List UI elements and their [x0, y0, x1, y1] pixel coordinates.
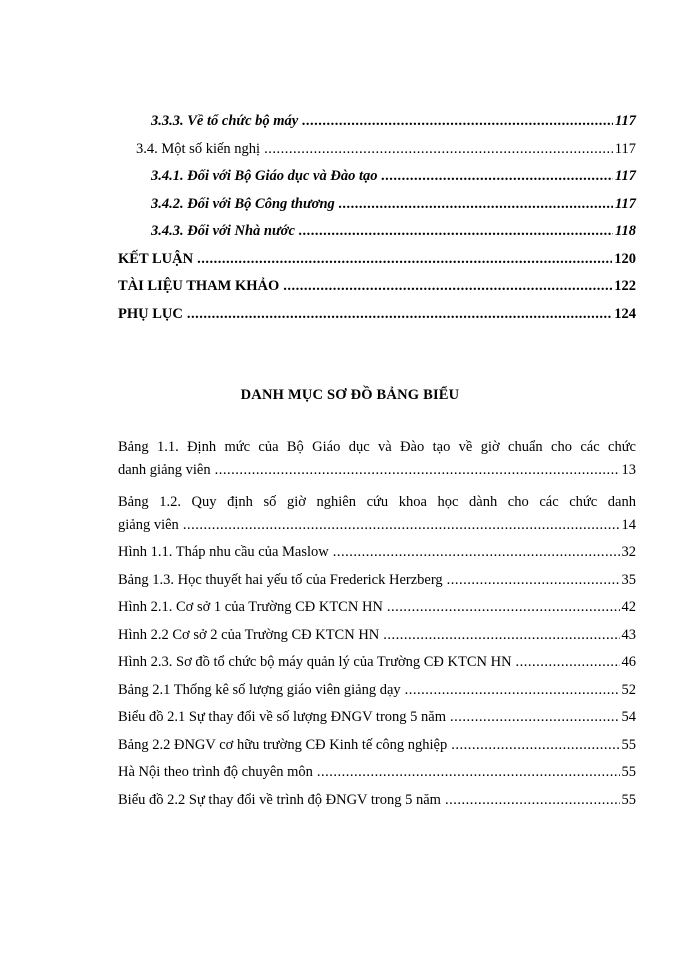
toc-entry-label: 3.4. Một số kiến nghị	[136, 140, 261, 157]
toc-entry-page: 117	[614, 140, 636, 157]
toc-entry-3-4-1[interactable]	[118, 168, 636, 196]
lof-entry[interactable]	[118, 572, 636, 600]
leader-dots	[451, 737, 619, 754]
lof-entry[interactable]	[118, 517, 636, 545]
leader-dots	[264, 141, 613, 158]
leader-dots	[187, 306, 612, 323]
lof-entry[interactable]	[118, 627, 636, 655]
lof-entry-page: 43	[621, 626, 636, 643]
leader-dots	[333, 544, 620, 561]
toc-entry-page: 118	[615, 223, 636, 239]
leader-dots	[215, 462, 620, 479]
leader-dots	[447, 572, 620, 589]
lof-entry-label: danh giảng viên	[118, 461, 211, 478]
lof-entry-label: Bảng 1.3. Học thuyết hai yếu tố của Frederick Herzberg	[118, 571, 443, 588]
lof-entry-page: 54	[621, 709, 636, 725]
leader-dots	[450, 709, 619, 726]
leader-dots	[283, 278, 612, 295]
toc-entry-phu-luc[interactable]	[118, 306, 636, 334]
lof-entry-page: 35	[621, 571, 636, 588]
toc-entry-3-4-3[interactable]	[118, 223, 636, 251]
toc-entry-page: 117	[615, 113, 636, 129]
lof-entry-page: 52	[621, 681, 636, 698]
toc-entry-label: KẾT LUẬN	[118, 250, 194, 267]
leader-dots	[302, 113, 613, 130]
lof-entry-page: 55	[621, 736, 636, 753]
leader-dots	[387, 599, 620, 616]
list-of-figures	[118, 434, 636, 819]
lof-entry[interactable]	[118, 737, 636, 765]
lof-entry-label: Bảng 2.2 ĐNGV cơ hữu trường CĐ Kinh tế công nghiệp	[118, 736, 448, 753]
toc-entry-label: TÀI LIỆU THAM KHẢO	[118, 278, 280, 294]
leader-dots	[339, 196, 613, 213]
toc-entry-page: 124	[614, 305, 636, 322]
lof-entry-page: 55	[621, 764, 636, 780]
lof-entry-label: Hình 1.1. Tháp nhu cầu của Maslow	[118, 544, 329, 560]
toc-entry-page: 117	[615, 168, 636, 184]
lof-entry-page: 13	[621, 461, 636, 478]
lof-entry-page: 55	[621, 791, 636, 808]
toc-entry-page: 122	[614, 278, 636, 294]
toc-entry-3-4-2[interactable]	[118, 196, 636, 224]
lof-entry-page: 32	[621, 544, 636, 560]
toc-entry-label: 3.4.2. Đối với Bộ Công thương	[151, 195, 335, 212]
lof-entry-label: Hà Nội theo trình độ chuyên môn	[118, 764, 313, 780]
leader-dots	[383, 627, 619, 644]
toc-entry-ket-luan[interactable]	[118, 251, 636, 279]
lof-entry-label: giảng viên	[118, 516, 179, 533]
lof-entry[interactable]	[118, 709, 636, 737]
leader-dots	[317, 764, 620, 781]
lof-entry-label: Hình 2.2 Cơ sở 2 của Trường CĐ KTCN HN	[118, 626, 380, 643]
lof-entry-label: Hình 2.3. Sơ đồ tổ chức bộ máy quản lý của Trường CĐ KTCN HN	[118, 654, 512, 670]
lof-entry[interactable]	[118, 792, 636, 820]
lof-entry[interactable]	[118, 654, 636, 682]
lof-entry-label: Biểu đồ 2.1 Sự thay đổi về số lượng ĐNGV trong 5 năm	[118, 709, 447, 725]
lof-entry[interactable]	[118, 764, 636, 792]
toc-entry-tai-lieu-tham-khao[interactable]	[118, 278, 636, 306]
lof-entry-label: Hình 2.1. Cơ sở 1 của Trường CĐ KTCN HN	[118, 599, 383, 615]
toc-entry-label: 3.4.3. Đối với Nhà nước	[151, 223, 295, 239]
leader-dots	[197, 251, 612, 268]
lof-entry-page: 14	[621, 516, 636, 533]
lof-entry[interactable]	[118, 544, 636, 572]
table-of-contents	[118, 113, 636, 333]
list-of-figures-heading: DANH MỤC SƠ ĐỒ BẢNG BIỂU	[240, 387, 460, 403]
toc-entry-label: 3.3.3. Về tổ chức bộ máy	[151, 113, 299, 129]
toc-entry-3-4[interactable]	[118, 141, 636, 169]
lof-entry-label: Bảng 2.1 Thống kê số lượng giáo viên giảng dạy	[118, 681, 401, 698]
lof-entry[interactable]	[118, 682, 636, 710]
toc-entry-page: 120	[614, 250, 636, 267]
leader-dots	[183, 517, 620, 534]
leader-dots	[299, 223, 613, 240]
toc-entry-label: PHỤ LỤC	[118, 305, 183, 322]
lof-entry[interactable]	[118, 462, 636, 490]
lof-entry-line[interactable]: Bảng 1.2. Quy định số giờ nghiên cứu khoa học dành cho các chức danh	[118, 494, 636, 510]
toc-entry-3-3-3[interactable]	[118, 113, 636, 141]
toc-entry-page: 117	[615, 195, 636, 212]
lof-entry-page: 42	[621, 599, 636, 615]
leader-dots	[405, 682, 620, 699]
toc-entry-label: 3.4.1. Đối với Bộ Giáo dục và Đào tạo	[151, 168, 378, 184]
leader-dots	[445, 792, 620, 809]
lof-entry-line[interactable]: Bảng 1.1. Định mức của Bộ Giáo dục và Đào tạo về giờ chuẩn cho các chức	[118, 439, 636, 455]
lof-entry-label: Biểu đồ 2.2 Sự thay đổi về trình độ ĐNGV trong 5 năm	[118, 791, 441, 808]
leader-dots	[516, 654, 620, 671]
lof-entry[interactable]	[118, 599, 636, 627]
leader-dots	[381, 168, 613, 185]
lof-entry-page: 46	[621, 654, 636, 670]
